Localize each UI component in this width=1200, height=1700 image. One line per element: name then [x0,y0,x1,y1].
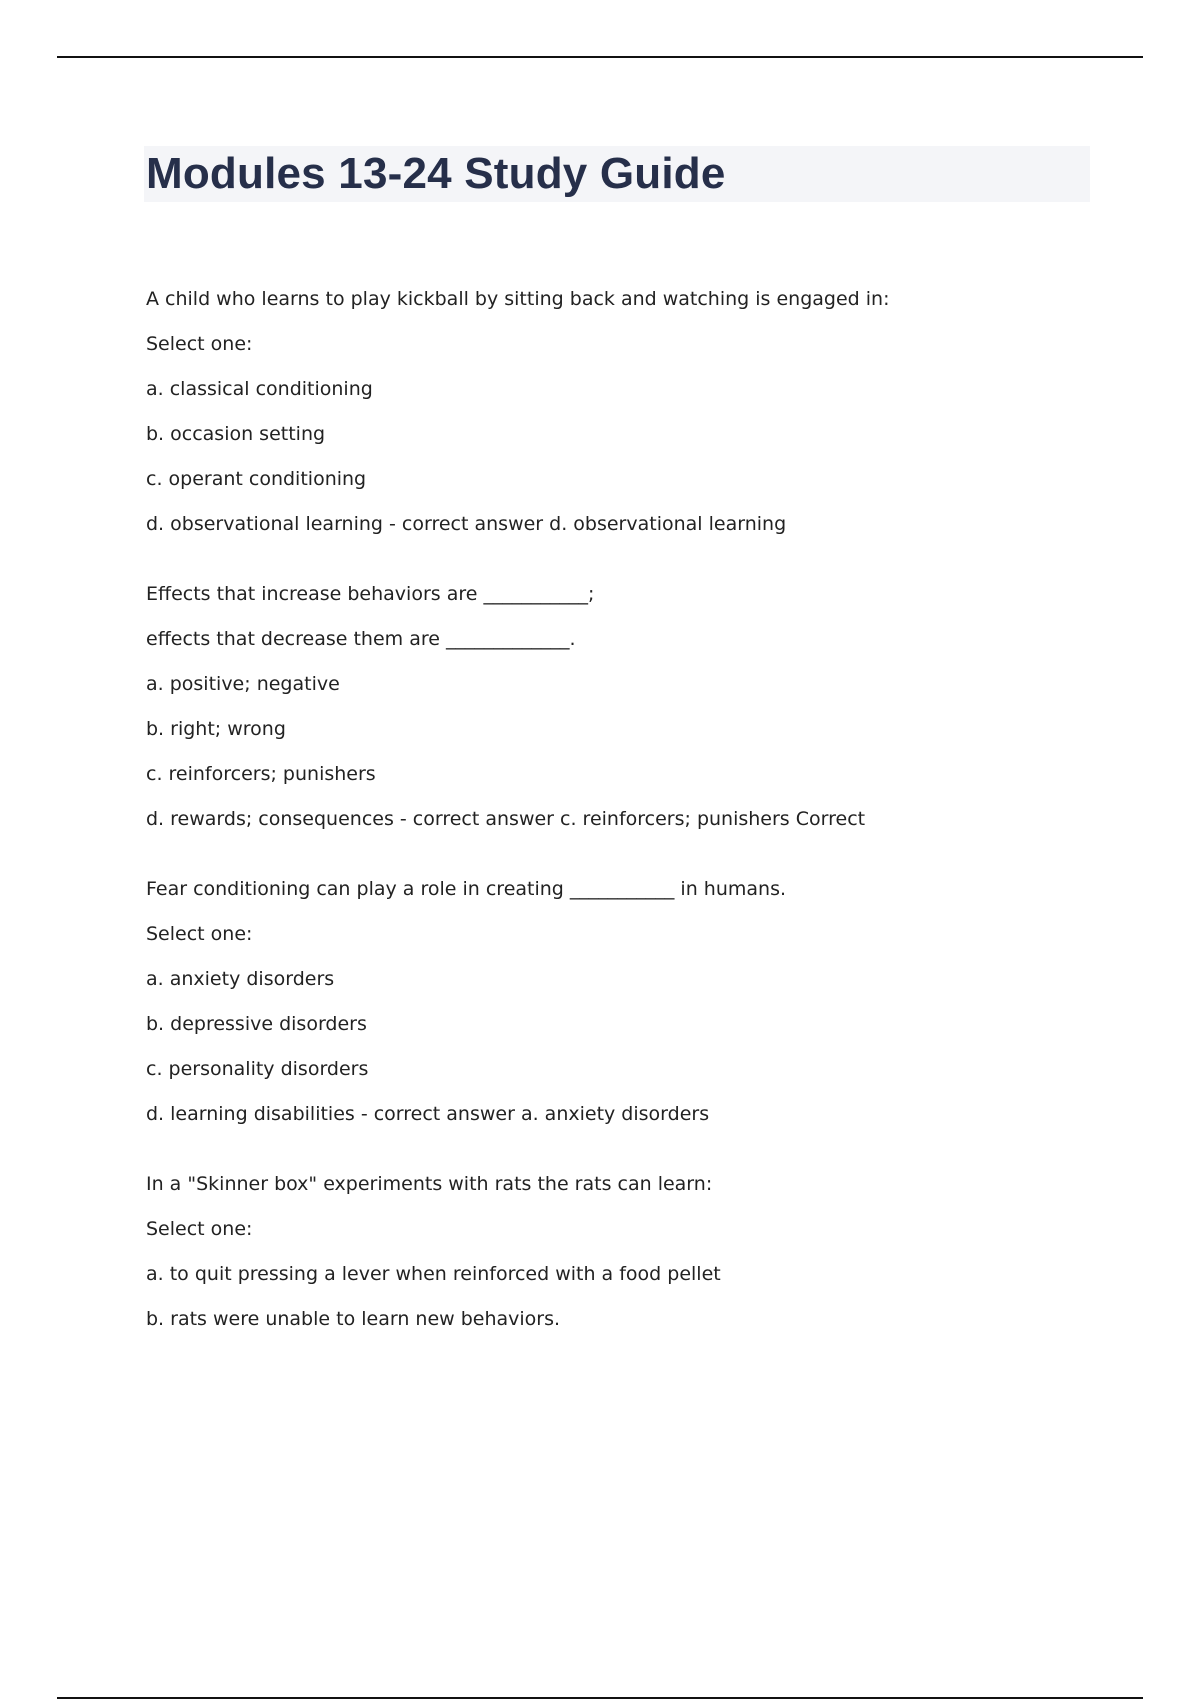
answer-option: b. depressive disorders [146,1013,367,1035]
bottom-divider [57,1697,1143,1699]
question-text: In a "Skinner box" experiments with rats the rats can learn: [146,1173,713,1195]
answer-option: a. anxiety disorders [146,968,335,990]
question-block [146,287,1106,537]
top-divider [57,56,1143,58]
answer-option-with-correct-answer: d. rewards; consequences - correct answer c. reinforcers; punishers Correct [146,808,866,830]
answer-option: a. to quit pressing a lever when reinforced with a food pellet [146,1263,721,1285]
answer-option-with-correct-answer: d. observational learning - correct answer d. observational learning [146,513,787,535]
answer-option: a. classical conditioning [146,378,373,400]
select-prompt: Select one: [146,1218,253,1240]
question-block [146,1172,1106,1332]
answer-option: a. positive; negative [146,673,340,695]
question-text: Fear conditioning can play a role in creating ___________ in humans. [146,878,787,900]
answer-option: c. operant conditioning [146,468,367,490]
question-text: effects that decrease them are _____________. [146,628,576,650]
question-block [146,877,1106,1127]
answer-option: c. reinforcers; punishers [146,763,376,785]
question-text: A child who learns to play kickball by sitting back and watching is engaged in: [146,288,890,310]
select-prompt: Select one: [146,923,253,945]
question-list [146,287,1106,1377]
answer-option: c. personality disorders [146,1058,369,1080]
answer-option: b. right; wrong [146,718,286,740]
answer-option: b. rats were unable to learn new behaviors. [146,1308,561,1330]
question-text: Effects that increase behaviors are ___________; [146,583,595,605]
select-prompt: Select one: [146,333,253,355]
answer-option-with-correct-answer: d. learning disabilities - correct answer a. anxiety disorders [146,1103,710,1125]
answer-option: b. occasion setting [146,423,326,445]
page-title: Modules 13-24 Study Guide [146,149,726,198]
question-block [146,582,1106,832]
